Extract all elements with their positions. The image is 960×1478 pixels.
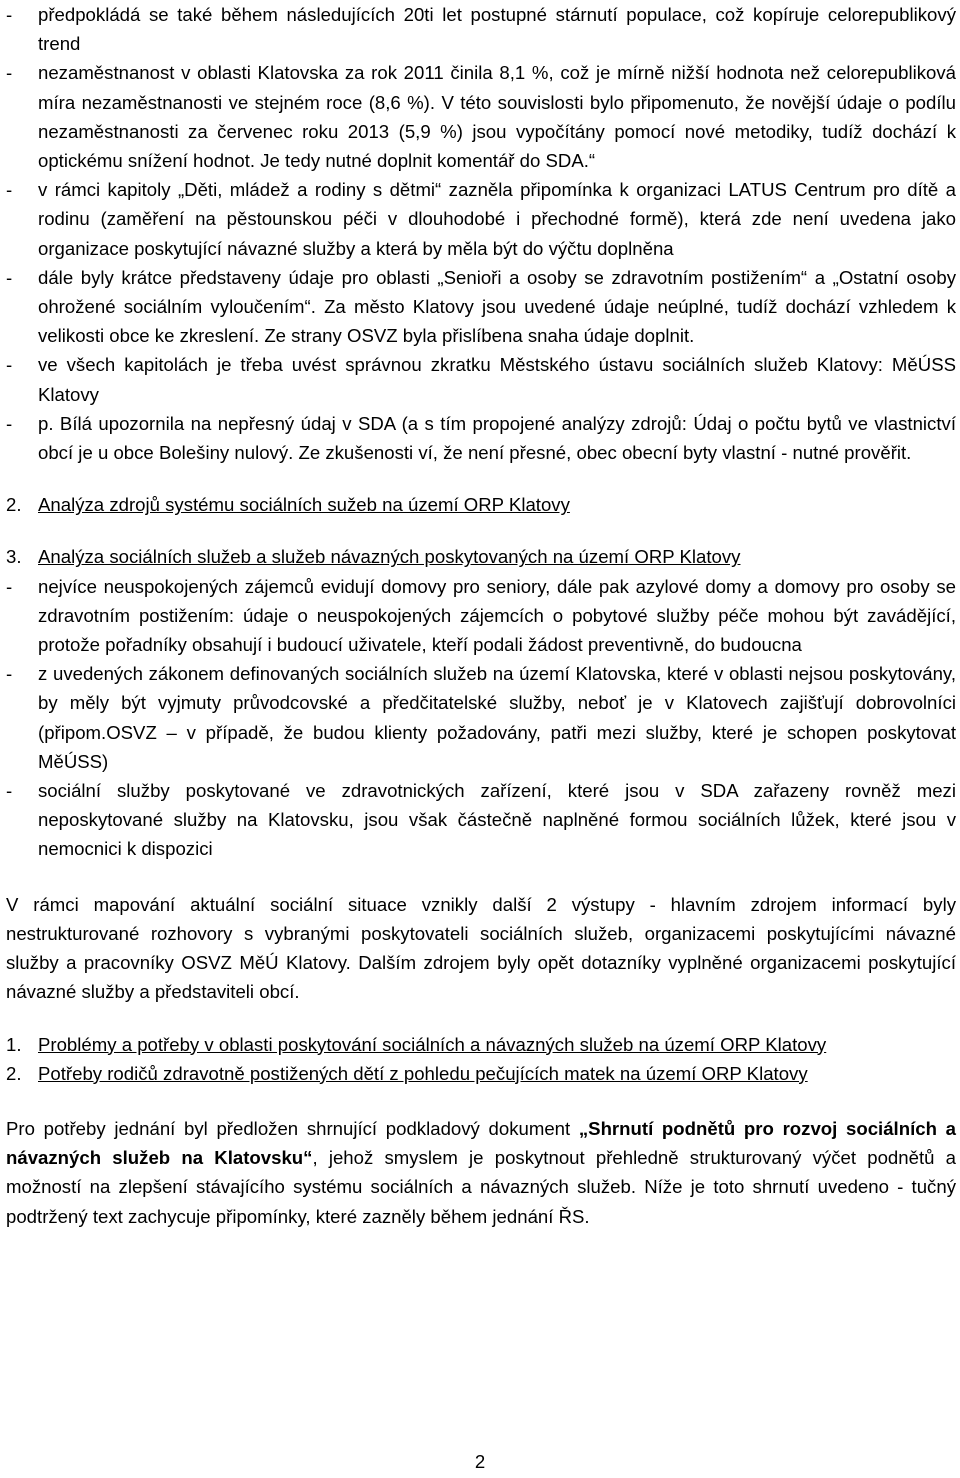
bullet-dash: - <box>6 4 13 25</box>
list-item-text: dále byly krátce představeny údaje pro oblasti „Senioři a osoby se zdravotním postižením“ a „Ostatní osoby ohrožené sociálním vyloučením“. Za město Klatovy jsou uvedené údaje neúplné, tudíž dochází vzhledem k velikosti obce ke zkreslení. Ze strany OSVZ byla přislíbena snaha údaje doplnit. <box>38 266 956 347</box>
section-heading-2 <box>6 490 956 519</box>
section-title: Analýza zdrojů systému sociálních sužeb na území ORP Klatovy <box>38 494 570 516</box>
list-item <box>6 175 956 263</box>
section-number: 2. <box>6 494 22 516</box>
list-item <box>6 0 956 58</box>
bullet-dash: - <box>6 179 13 201</box>
section-number: 3. <box>6 546 22 568</box>
list-item <box>6 659 956 776</box>
list-item-text: nezaměstnanost v oblasti Klatovska za rok 2011 činila 8,1 %, což je mírně nižší hodnota než celorepubliková míra nezaměstnanosti ve stejném roce (8,6 %). V této souvislosti bylo připomenuto, že novější údaje o podílu nezaměstnanosti za červenec roku 2013 (5,9 %) jsou vypočítány pomocí nové metodiky, tudíž dochází k optickému snížení hodnot. Je tedy nutné doplnit komentář do SDA.“ <box>38 62 956 172</box>
spacer <box>6 467 956 490</box>
list-item <box>6 572 956 660</box>
output-item <box>6 1059 956 1088</box>
list-item <box>6 409 956 467</box>
section-title: Analýza sociálních služeb a služeb návazných poskytovaných na území ORP Klatovy <box>38 546 741 568</box>
paragraph-final <box>6 1114 956 1231</box>
list-item <box>6 263 956 351</box>
spacer <box>6 1007 956 1030</box>
list-item <box>6 776 956 864</box>
document-content <box>6 0 956 1231</box>
bullet-dash: - <box>6 412 13 434</box>
spacer <box>6 1088 956 1114</box>
bullet-list-top <box>6 0 956 467</box>
spacer <box>6 519 956 542</box>
output-title: Potřeby rodičů zdravotně postižených dětí z pohledu pečujících matek na území ORP Klatovy <box>38 1062 808 1084</box>
list-item <box>6 350 956 408</box>
list-item-text: nejvíce neuspokojených zájemců evidují domovy pro seniory, dále pak azylové domy a domovy pro osoby se zdravotním postižením: údaje o neuspokojených zájemcích o pobytové služby péče mohou být zavádějící, protože pořadníky obsahují i budoucí uživatele, kteří podali žádost preventivně, do budoucna <box>38 575 956 656</box>
page-number: 2 <box>474 1451 486 1472</box>
final-text-before: Pro potřeby jednání byl předložen shrnující podkladový dokument <box>6 1117 579 1139</box>
list-item-text: v rámci kapitoly „Děti, mládež a rodiny s dětmi“ zazněla připomínka k organizaci LATUS Centrum pro dítě a rodinu (zaměření na pěstounskou péči v dlouhodobé i přechodné formě), která zde není uvedena jako organizace poskytující návazné služby a která by měla být do výčtu doplněna <box>38 179 956 259</box>
list-item <box>6 58 956 175</box>
output-item <box>6 1030 956 1059</box>
list-item-text: ve všech kapitolách je třeba uvést správnou zkratku Městského ústavu sociálních služeb Klatovy: MěÚSS Klatovy <box>38 354 956 405</box>
bullet-dash: - <box>6 266 13 288</box>
final-text-after: , jehož smyslem je poskytnout přehledně strukturovaný výčet podnětů a možností na zlepšení stávajícího systému sociálních a návazných služeb. Níže je toto shrnutí uvedeno - tučný podtržený text zachycuje připomínky, které zazněly během jednání ŘS. <box>6 1147 957 1227</box>
bullet-dash: - <box>6 575 13 597</box>
paragraph-mapping: V rámci mapování aktuální sociální situace vznikly další 2 výstupy - hlavním zdrojem informací byly nestrukturované rozhovory s vybranými poskytovateli sociálních služeb, organizacemi poskytujícími návazné služby a pracovníky OSVZ MěÚ Klatovy. Dalším zdrojem byly opět dotazníky vyplněné organizacemi poskytující návazné služby a představiteli obcí. <box>6 893 956 1003</box>
list-item-text: předpokládá se také během následujících 20ti let postupné stárnutí populace, což kopíruje celorepublikový trend <box>38 4 956 55</box>
list-item-text: sociální služby poskytované ve zdravotnických zařízení, které jsou v SDA zařazeny rovněž mezi neposkytované služby na Klatovsku, jsou však částečně naplněné formou sociálních lůžek, které jsou v nemocnici k dispozici <box>38 780 956 860</box>
section-heading-3 <box>6 542 956 571</box>
bullet-dash: - <box>6 663 13 685</box>
bullet-list-section-3 <box>6 572 956 864</box>
bullet-dash: - <box>6 780 13 802</box>
spacer <box>6 864 956 890</box>
bullet-dash: - <box>6 354 13 376</box>
output-title: Problémy a potřeby v oblasti poskytování sociálních a návazných služeb na území ORP Klatovy <box>38 1033 827 1055</box>
output-number: 2. <box>6 1062 22 1084</box>
list-item-text: z uvedených zákonem definovaných sociálních služeb na území Klatovska, které v oblasti nejsou poskytovány, by měly být vyjmuty průvodcovské a předčitatelské služby, neboť je v Klatovech zajišťují dobrovolníci (připom.OSVZ – v případě, že budou klienty požadovány, patři mezi služby, které je schopen poskytovat MěÚSS) <box>38 663 956 772</box>
output-number: 1. <box>6 1033 22 1055</box>
list-item-text: p. Bílá upozornila na nepřesný údaj v SDA (a s tím propojené analýzy zdrojů: Údaj o počtu bytů ve vlastnictví obcí je u obce Bolešiny nulový. Ze zkušenosti ví, že není přesné, obec obecní byty vlastní - nutné prověřit. <box>38 412 956 464</box>
document-title-bold: „Shrnutí podnětů pro rozvoj sociálních a návazných služeb na Klatovsku“ <box>6 1117 956 1169</box>
bullet-dash: - <box>6 62 13 84</box>
